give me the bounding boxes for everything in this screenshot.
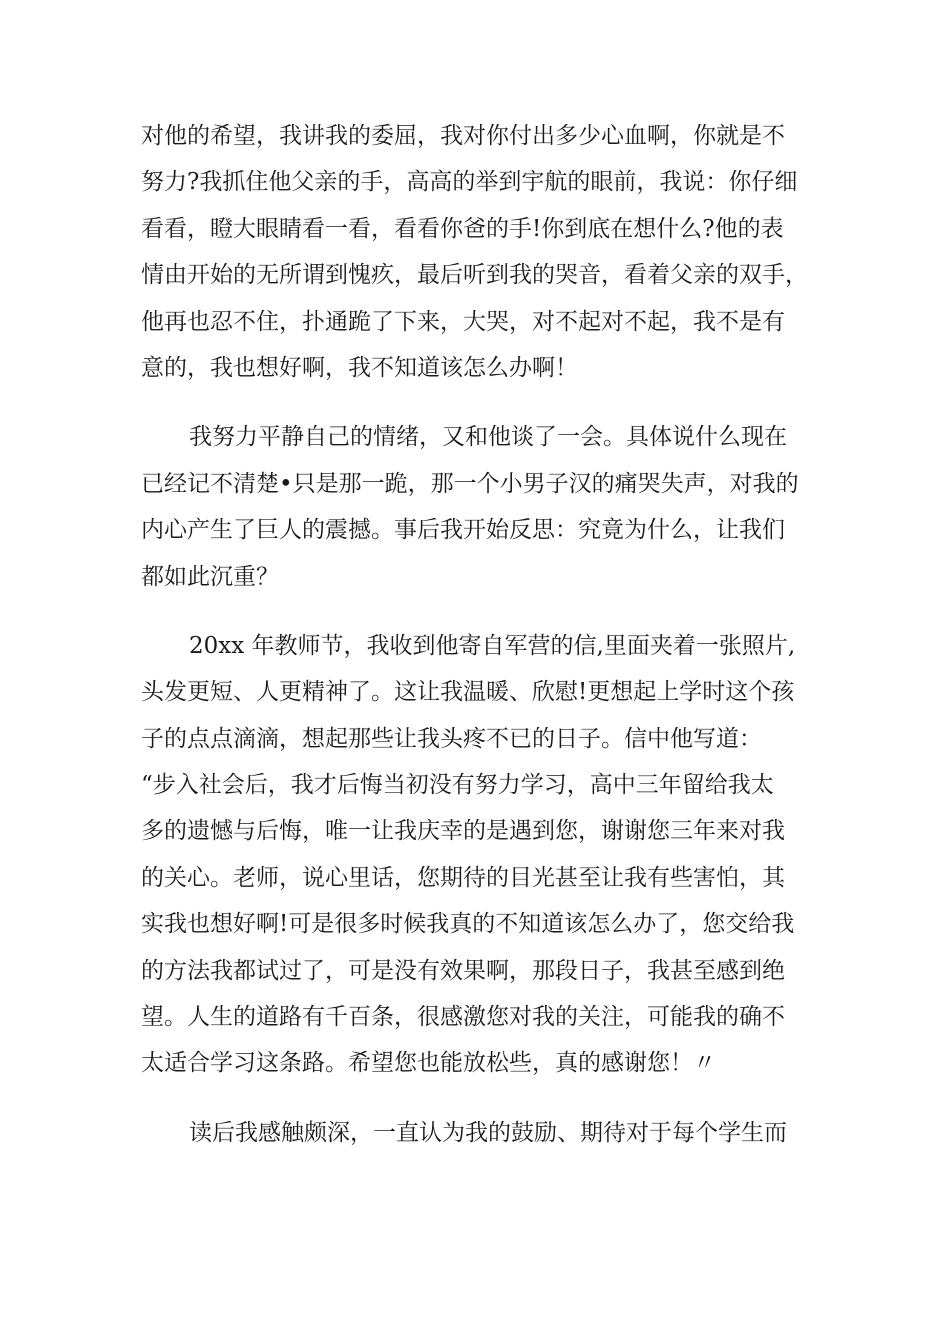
text-line: 的关心。老师，说心里话，您期待的目光甚至让我有些害怕，其 xyxy=(141,864,785,891)
text-line: 子的点点滴滴，想起那些让我头疼不已的日子。信中他写道： xyxy=(141,725,762,752)
paragraph-2 xyxy=(141,414,813,600)
paragraph-4 xyxy=(141,1110,813,1156)
text-line: 20xx 年教师节，我收到他寄自军营的信,里面夹着一张照片, xyxy=(189,632,796,659)
text-line: 努力?我抓住他父亲的手，高高的举到宇航的眼前，我说：你仔细 xyxy=(141,169,798,196)
text-line: 的方法我都试过了，可是没有效果啊，那段日子，我甚至感到绝 xyxy=(141,957,785,984)
text-line: 望。人生的道路有千百条，很感激您对我的关注，可能我的确不 xyxy=(141,1004,785,1031)
text-line: 多的遗憾与后悔，唯一让我庆幸的是遇到您，谢谢您三年来对我 xyxy=(141,818,785,845)
text-line: “步入社会后，我才后悔当初没有努力学习，高中三年留给我太 xyxy=(141,772,774,799)
text-line: 读后我感触颇深，一直认为我的鼓励、期待对于每个学生而 xyxy=(189,1119,787,1146)
paragraph-1 xyxy=(141,113,813,391)
text-line: 他再也忍不住，扑通跪了下来，大哭，对不起对不起，我不是有 xyxy=(141,308,785,335)
paragraph-3 xyxy=(141,623,813,1087)
text-line: 看看，瞪大眼睛看一看，看看你爸的手!你到底在想什么?他的表 xyxy=(141,215,784,242)
text-line: 情由开始的无所谓到愧疚，最后听到我的哭音，看着父亲的双手， xyxy=(141,262,808,289)
text-line: 已经记不清楚•只是那一跪，那一个小男子汉的痛哭失声，对我的 xyxy=(141,470,799,497)
text-line: 太适合学习这条路。希望您也能放松些，真的感谢您！〃 xyxy=(141,1050,716,1077)
document-body xyxy=(141,113,813,1156)
text-line: 都如此沉重？ xyxy=(141,563,279,590)
text-line: 我努力平静自己的情绪，又和他谈了一会。具体说什么现在 xyxy=(189,424,787,451)
text-line: 头发更短、人更精神了。这让我温暖、欣慰!更想起上学时这个孩 xyxy=(141,679,795,706)
text-line: 意的，我也想好啊，我不知道该怎么办啊！ xyxy=(141,354,578,381)
text-line: 内心产生了巨人的震撼。事后我开始反思：究竟为什么，让我们 xyxy=(141,517,785,544)
text-line: 实我也想好啊!可是很多时候我真的不知道该怎么办了，您交给我 xyxy=(141,911,795,938)
text-line: 对他的希望，我讲我的委屈，我对你付出多少心血啊，你就是不 xyxy=(141,123,785,149)
